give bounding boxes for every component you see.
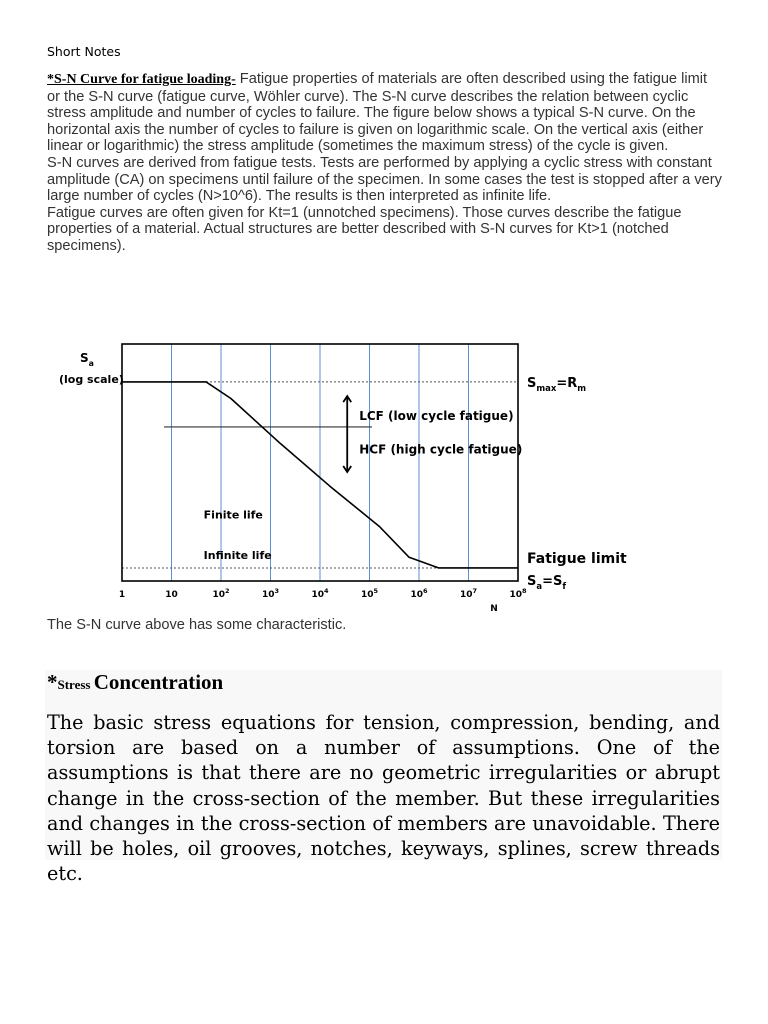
section-title-big: Concentration (93, 670, 224, 694)
finite-life-label: Finite life (203, 508, 263, 522)
lcf-label: LCF (low cycle fatigue) (359, 409, 514, 424)
intro-paragraph-2: S-N curves are derived from fatigue tests. Tests are performed by applying a cyclic stress with constant amplitude (CA) on specimens until failure of the specimen. In some cases the test is stopped after a very large number of cycles (N>10^6). The results is then interpreted as infinite life. (47, 154, 722, 205)
sn-curve-figure (40, 335, 640, 617)
y-axis-scale-label: (log scale) (59, 373, 124, 386)
x-tick-label-0: 1 (118, 590, 126, 600)
x-tick-label-1: 10 (165, 590, 178, 600)
x-tick-label-6: $10^6$ (410, 587, 428, 600)
x-tick-label-4: $10^4$ (311, 587, 329, 600)
hcf-label: HCF (high cycle fatigue) (359, 442, 523, 457)
intro-text (47, 71, 723, 255)
page-header: Short Notes (47, 44, 121, 59)
section-body: The basic stress equations for tension, compression, bending, and torsion are based on a number of assumptions. One of the assumptions is that there are no geometric irregularities or abrupt change in the cross-section of the member. But these irregularities and changes in the cross-section of members are unavoidable. There will be holes, oil grooves, notches, keyways, splines, screw threads etc. (47, 711, 720, 886)
intro-p1-text: Fatigue properties of materials are often described using the fatigue limit or the S-N curve (fatigue curve, Wöhler curve). The S-N curve describes the relation between cyclic stress amplitude and number of cycles to failure. The figure below shows a typical S-N curve. On the horizontal axis the number of cycles to failure is given on logarithmic scale. On the vertical axis (either linear or logarithmic) the stress amplitude (sometimes the maximum stress) of the cycle is given. (47, 71, 708, 155)
x-tick-label-8: $10^8$ (509, 587, 527, 600)
x-axis-label: N (490, 604, 498, 614)
section-title-small: Stress (57, 677, 94, 692)
infinite-life-label: Infinite life (203, 549, 272, 562)
x-tick-label-7: $10^7$ (459, 587, 478, 600)
sn-curve-heading: *S-N Curve for fatigue loading- (47, 72, 236, 87)
x-tick-label-3: $10^3$ (261, 587, 280, 600)
sa-sf-label: $S_a=S_f$ (527, 573, 567, 591)
section-title (47, 670, 223, 695)
figure-caption: The S-N curve above has some characteristic. (47, 617, 347, 633)
sn-curve-chart (40, 335, 640, 617)
smax-label: $S_{max}=R_m$ (527, 375, 587, 393)
fatigue-limit-label: Fatigue limit (527, 550, 627, 567)
intro-paragraph-1 (47, 71, 723, 155)
intro-paragraph-3: Fatigue curves are often given for Kt=1 (unnotched specimens). Those curves describe the fatigue properties of a material. Actual structures are better described with S-N curves for Kt>1 (notched specimens). (47, 204, 682, 254)
section-title-star: * (47, 670, 58, 694)
x-tick-label-2: $10^2$ (212, 587, 230, 600)
stress-concentration-section (45, 670, 722, 886)
y-axis-label: $S_a$ (80, 351, 94, 368)
x-tick-label-5: $10^5$ (360, 587, 379, 600)
